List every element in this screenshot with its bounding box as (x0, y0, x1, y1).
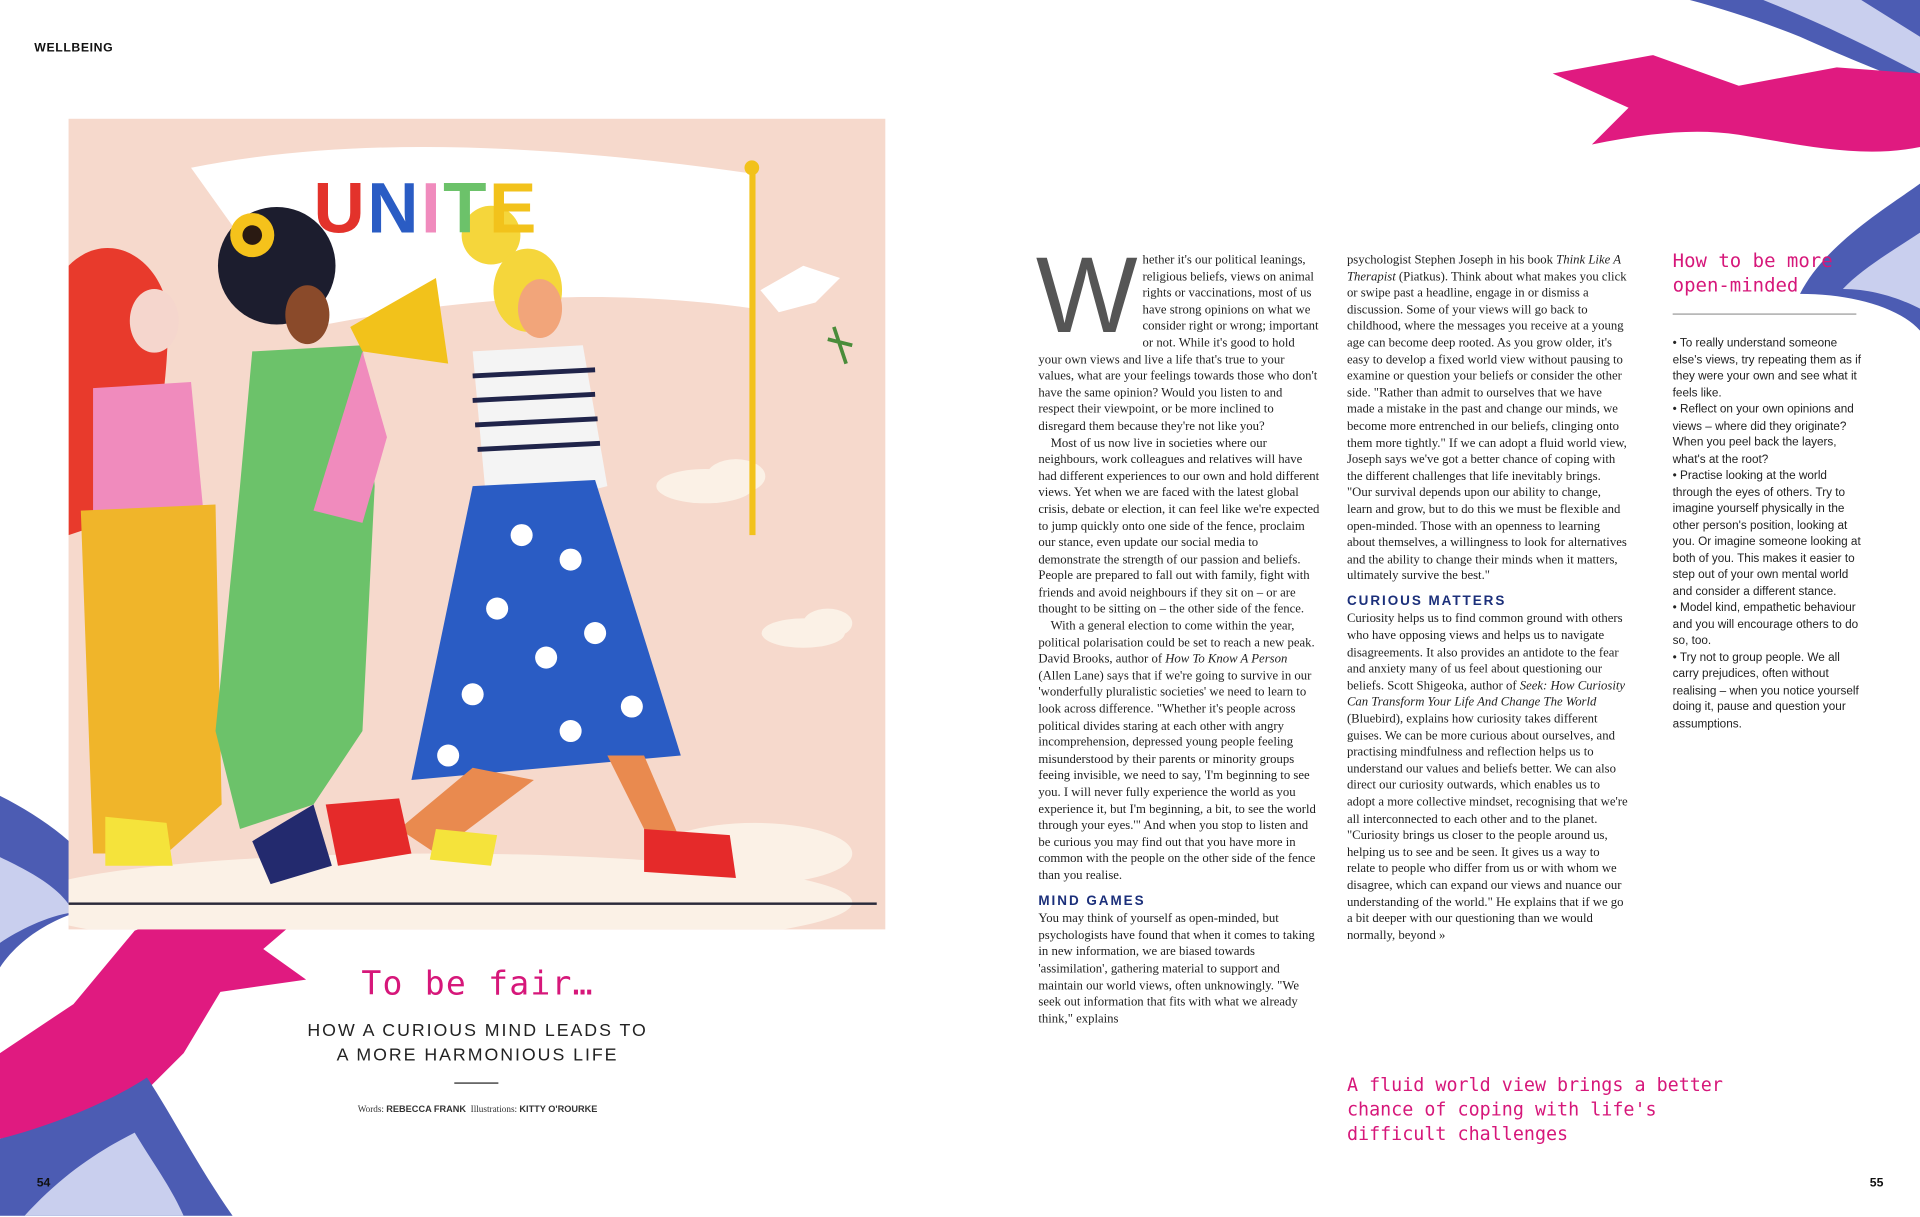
banner-letter: I (420, 168, 444, 249)
banner-letter: N (367, 168, 421, 249)
body-paragraph (1347, 252, 1629, 585)
body-paragraph (1347, 612, 1629, 945)
sidebar-heading (1673, 249, 1906, 298)
banner-word (313, 168, 538, 250)
text-run: With a general election to come within the year, political polarisation could be set to reach a new peak. David Brooks, author of (1038, 619, 1315, 667)
book-title: Think Like A Therapist (1346, 253, 1621, 284)
article-column-2 (1347, 252, 1629, 944)
text-run: psychologist Stephen Joseph in his book (1346, 253, 1557, 267)
tip-item: • Model kind, empathetic behaviour and you will encourage others to do so, too. (1672, 601, 1859, 648)
title-divider (454, 1082, 498, 1083)
unite-march-illustration (69, 119, 886, 930)
body-paragraph: Most of us now live in societies where our neighbours, work colleagues and relatives will have had different experiences to our own and hold different views. Yet when we are faced with the latest global crisis, debate or election, it can feel like we're expected to jump quickly onto one side of the fence, proclaim our stance, even update our social media to demonstrate the strength of our passion and beliefs. People are prepared to fall out with family, fight with friends and avoid neighbours if they sit on – or are thought to be sitting on – the other side of the fence. (1038, 436, 1320, 617)
banner-letter: T (443, 168, 489, 249)
drop-cap: W (1035, 233, 1138, 356)
text-run: Curiosity helps us to find common ground with others who have opposing views and helps us to navigate disagreements. It also provides an antidote to the fear and anxiety many of us feel about questioning our beliefs. Scott Shigeoka, author of (1346, 612, 1623, 693)
page-number-left: 54 (36, 1176, 51, 1191)
pull-quote: A fluid world view brings a better chance of coping with life's difficult challenges (1346, 1073, 1723, 1145)
tip-item: • To really understand someone else's views, try repeating them as if they were your own and see what it feels like. (1672, 336, 1861, 400)
article-subtitle (220, 1019, 734, 1068)
article-column-1 (1035, 233, 1320, 1027)
subtitle-line-1: HOW A CURIOUS MIND LEADS TO (307, 1021, 648, 1041)
tip-item: • Reflect on your own opinions and views – where did they originate? When you peel back the layers, what's at the root? (1672, 402, 1854, 466)
author-name: REBECCA FRANK (386, 1103, 467, 1115)
intro-paragraph: hether it's our political leanings, religious beliefs, views on animal rights or vaccinations, most of us have strong opinions on what we consider right or wrong; important or not. While it's good to hold your own views and live a life that's true to your values, what are your feelings towards those who don't have the same opinion? Would you listen to and respect their viewpoint, or be more inclined to disregard them because they're not like you? (1038, 253, 1319, 434)
body-paragraph: You may think of yourself as open-minded, but psychologists have found that when it comes to taking in new information, we are biased towards 'assimilation', gathering material to support and maintain our world views, often unknowingly. "We seek out information that fits with what we already think," explains (1038, 912, 1315, 1026)
illustrator-name: KITTY O'ROURKE (519, 1103, 598, 1115)
page-number-right: 55 (1869, 1176, 1884, 1191)
text-run: (Bluebird), explains how curiosity takes different guises. We can be more curious about ourselves, and practising mindfulness and reflection helps us to understand our values and beliefs better. We can also direct our curiosity outwards, which enables us to adopt a more collective mindset, recognising that we're all interconnected to each other and to the planet. "Curiosity brings us closer to the people around us, helping us to see and be seen. It gives us a way to relate to people who differ from us or with whom we disagree, which can expand our views and nuance our understanding of the world." He explains that if we go a bit deeper with our questioning than we would normally, beyond » (1346, 712, 1628, 943)
subtitle-line-2: A MORE HARMONIOUS LIFE (336, 1045, 619, 1066)
text-run: (Allen Lane) says that if we're going to survive in our 'wonderfully pluralistic societies' we need to learn to look across difference. "Whether it's people across political divides staring at each other with angry incomprehension, depressed young people feeling misunderstood by their parents or minority groups feeing invisible, we need to say, 'I'm beginning to see you. I will never fully experience the world as you experience it, but I'm beginning, a bit, to see the world through your eyes.'" And when you stop to listen and be curious you may find out that you have more in common with the people on the other side of the fence than you realise. (1038, 669, 1316, 883)
sidebar-heading-line: open-minded (1672, 274, 1799, 297)
text-run: (Piatkus). Think about what makes you click or swipe past a headline, engage in or dismiss a discussion. Some of your views will go back to childhood, where the messages you receive at a young age can become deep rooted. As you grow older, it's easy to develop a fixed world view without pausing to examine or question your beliefs or consider the other side. "Rather than admit to ourselves that we have made a mistake in the past and change our minds, we become more entrenched in our beliefs, clinging onto them more tightly." If we can adopt a fluid world view, Joseph says we've got a better chance of coping with the different challenges that life inevitably brings. "Our survival depends upon our ability to change, learn and grow, but to do this we must be flexible and open-minded. Those with an openness to learning about themselves, a willingness to look for alternatives and the ability to change their minds when it matters, ultimately survive the best." (1346, 270, 1627, 584)
body-paragraph (1038, 618, 1320, 884)
banner-letter: U (313, 168, 368, 249)
subhead-mind-games: MIND GAMES (1038, 893, 1146, 909)
sidebar-heading-line: How to be more (1672, 249, 1833, 272)
sidebar-tips (1673, 336, 1869, 733)
banner-letter: E (488, 168, 539, 249)
illustrations-label: Illustrations: (470, 1103, 518, 1115)
tip-item: • Try not to group people. We all carry prejudices, often without realising – when you notice yourself doing it, pause and question your assumptions. (1672, 650, 1859, 731)
article-title: To be fair… (361, 964, 594, 1003)
book-title: How To Know A Person (1165, 652, 1288, 667)
credits (245, 1103, 710, 1114)
words-label: Words: (357, 1103, 384, 1115)
subhead-curious-matters: CURIOUS MATTERS (1346, 593, 1507, 609)
book-title: Seek: How Curiosity Can Transform Your Life And Change The World (1346, 679, 1626, 710)
sidebar-divider (1673, 313, 1857, 314)
section-label: WELLBEING (34, 41, 114, 56)
tip-item: • Practise looking at the world through the eyes of others. Try to imagine yourself physically in the other person's position, looking at you. Or imagine someone looking at both of you. This makes it easier to step out of your own mental world and consider a different stance. (1672, 468, 1861, 599)
